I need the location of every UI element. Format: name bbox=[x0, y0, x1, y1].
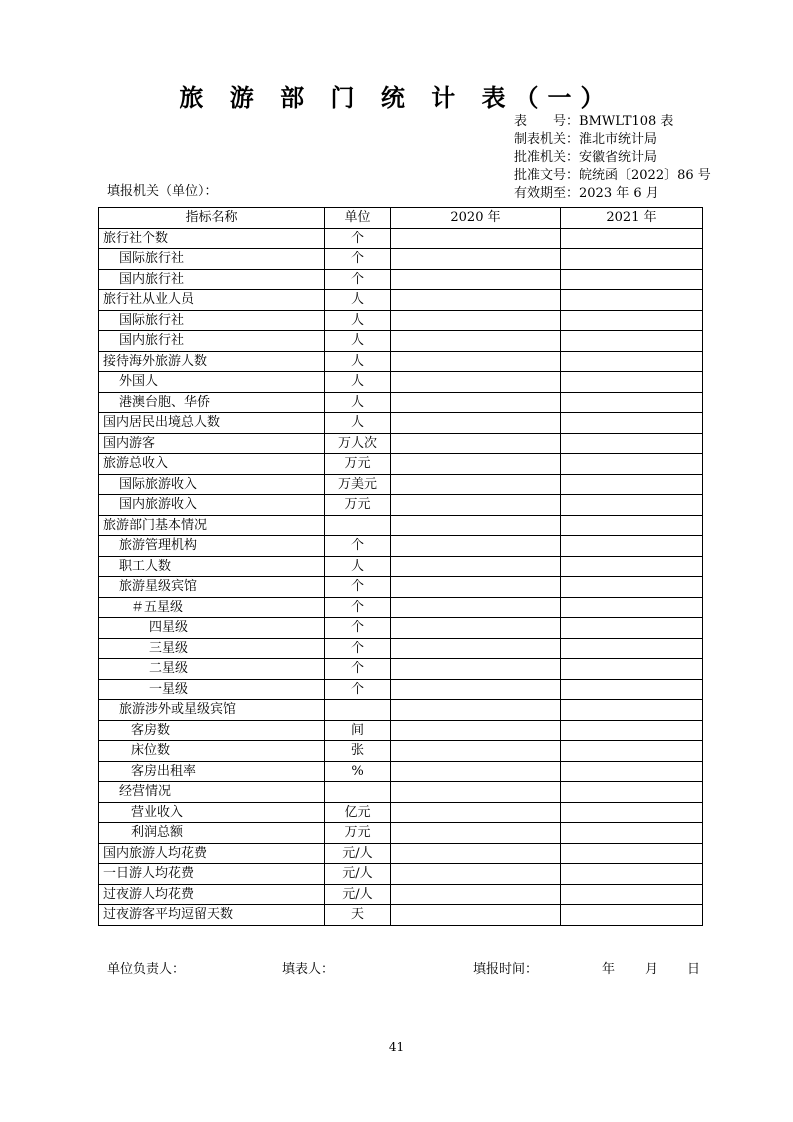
table-row bbox=[99, 720, 703, 741]
value-2021-cell[interactable] bbox=[561, 515, 703, 536]
unit-cell: 个 bbox=[325, 618, 391, 639]
unit-cell: 人 bbox=[325, 290, 391, 311]
indicator-name-cell: 旅游星级宾馆 bbox=[99, 577, 325, 598]
value-2020-cell[interactable] bbox=[391, 741, 561, 762]
value-2021-cell[interactable] bbox=[561, 228, 703, 249]
table-row bbox=[99, 228, 703, 249]
value-2020-cell[interactable] bbox=[391, 228, 561, 249]
value-2020-cell[interactable] bbox=[391, 372, 561, 393]
table-row bbox=[99, 269, 703, 290]
value-2021-cell[interactable] bbox=[561, 659, 703, 680]
value-2021-cell[interactable] bbox=[561, 331, 703, 352]
table-row bbox=[99, 823, 703, 844]
page-number: 41 bbox=[388, 1040, 405, 1054]
value-2020-cell[interactable] bbox=[391, 495, 561, 516]
unit-cell: 万人次 bbox=[325, 433, 391, 454]
meta-value: 皖统函〔2022〕86 号 bbox=[579, 168, 711, 183]
header-indicator-name: 指标名称 bbox=[99, 208, 325, 229]
unit-cell: 万元 bbox=[325, 495, 391, 516]
value-2021-cell[interactable] bbox=[561, 638, 703, 659]
meta-value: 安徽省统计局 bbox=[579, 150, 658, 165]
value-2021-cell[interactable] bbox=[561, 495, 703, 516]
table-row bbox=[99, 413, 703, 434]
table-row bbox=[99, 884, 703, 905]
indicator-name-cell: 国际旅行社 bbox=[99, 249, 325, 270]
value-2020-cell[interactable] bbox=[391, 905, 561, 926]
table-row bbox=[99, 843, 703, 864]
indicator-name-cell: 国内旅行社 bbox=[99, 331, 325, 352]
value-2021-cell[interactable] bbox=[561, 720, 703, 741]
value-2020-cell[interactable] bbox=[391, 269, 561, 290]
value-2020-cell[interactable] bbox=[391, 290, 561, 311]
value-2020-cell[interactable] bbox=[391, 556, 561, 577]
table-row bbox=[99, 597, 703, 618]
meta-row bbox=[514, 149, 711, 167]
unit-cell: 个 bbox=[325, 228, 391, 249]
table-row bbox=[99, 782, 703, 803]
meta-label: 批准机关： bbox=[514, 150, 580, 165]
meta-row bbox=[514, 131, 711, 149]
value-2021-cell[interactable] bbox=[561, 249, 703, 270]
value-2021-cell[interactable] bbox=[561, 905, 703, 926]
unit-cell: 人 bbox=[325, 351, 391, 372]
value-2020-cell[interactable] bbox=[391, 249, 561, 270]
value-2020-cell[interactable] bbox=[391, 700, 561, 721]
statistics-table bbox=[98, 207, 703, 926]
value-2021-cell[interactable] bbox=[561, 843, 703, 864]
indicator-name-cell: 客房出租率 bbox=[99, 761, 325, 782]
meta-label: 有效期至： bbox=[514, 186, 580, 201]
table-row bbox=[99, 310, 703, 331]
indicator-name-cell: 国际旅游收入 bbox=[99, 474, 325, 495]
value-2020-cell[interactable] bbox=[391, 331, 561, 352]
table-header-row bbox=[99, 208, 703, 229]
value-2020-cell[interactable] bbox=[391, 413, 561, 434]
value-2020-cell[interactable] bbox=[391, 761, 561, 782]
header-unit: 单位 bbox=[325, 208, 391, 229]
indicator-name-cell: 国际旅行社 bbox=[99, 310, 325, 331]
reporting-unit-label: 填报机关（单位）： bbox=[107, 184, 218, 199]
table-row bbox=[99, 331, 703, 352]
fill-month-label: 月 bbox=[645, 962, 659, 977]
indicator-name-cell: 国内旅游收入 bbox=[99, 495, 325, 516]
indicator-name-cell: 接待海外旅游人数 bbox=[99, 351, 325, 372]
table-row bbox=[99, 741, 703, 762]
fill-time-label: 填报时间： bbox=[473, 962, 539, 977]
value-2021-cell[interactable] bbox=[561, 618, 703, 639]
value-2021-cell[interactable] bbox=[561, 700, 703, 721]
indicator-name-cell: 床位数 bbox=[99, 741, 325, 762]
meta-label: 批准文号： bbox=[514, 168, 580, 183]
indicator-name-cell: 过夜游客平均逗留天数 bbox=[99, 905, 325, 926]
indicator-name-cell: 一日游人均花费 bbox=[99, 864, 325, 885]
value-2020-cell[interactable] bbox=[391, 536, 561, 557]
table-row bbox=[99, 249, 703, 270]
unit-cell: 万美元 bbox=[325, 474, 391, 495]
value-2020-cell[interactable] bbox=[391, 864, 561, 885]
indicator-name-cell: 营业收入 bbox=[99, 802, 325, 823]
unit-cell bbox=[325, 782, 391, 803]
fill-day-label: 日 bbox=[687, 962, 701, 977]
unit-cell: 人 bbox=[325, 331, 391, 352]
unit-cell: % bbox=[325, 761, 391, 782]
value-2021-cell[interactable] bbox=[561, 761, 703, 782]
unit-cell: 人 bbox=[325, 556, 391, 577]
value-2021-cell[interactable] bbox=[561, 413, 703, 434]
table-row bbox=[99, 679, 703, 700]
value-2021-cell[interactable] bbox=[561, 884, 703, 905]
table-row bbox=[99, 290, 703, 311]
value-2021-cell[interactable] bbox=[561, 392, 703, 413]
indicator-name-cell: 客房数 bbox=[99, 720, 325, 741]
value-2020-cell[interactable] bbox=[391, 823, 561, 844]
unit-cell: 万元 bbox=[325, 823, 391, 844]
value-2020-cell[interactable] bbox=[391, 884, 561, 905]
value-2020-cell[interactable] bbox=[391, 597, 561, 618]
fill-year-label: 年 bbox=[602, 962, 616, 977]
indicator-name-cell: 四星级 bbox=[99, 618, 325, 639]
value-2020-cell[interactable] bbox=[391, 392, 561, 413]
unit-cell: 个 bbox=[325, 679, 391, 700]
value-2021-cell[interactable] bbox=[561, 802, 703, 823]
indicator-name-cell: 一星级 bbox=[99, 679, 325, 700]
value-2020-cell[interactable] bbox=[391, 474, 561, 495]
table-row bbox=[99, 864, 703, 885]
value-2021-cell[interactable] bbox=[561, 290, 703, 311]
value-2020-cell[interactable] bbox=[391, 782, 561, 803]
unit-cell: 人 bbox=[325, 372, 391, 393]
unit-cell: 天 bbox=[325, 905, 391, 926]
value-2021-cell[interactable] bbox=[561, 577, 703, 598]
table-row bbox=[99, 700, 703, 721]
unit-cell: 个 bbox=[325, 577, 391, 598]
value-2020-cell[interactable] bbox=[391, 454, 561, 475]
indicator-name-cell: 经营情况 bbox=[99, 782, 325, 803]
indicator-name-cell: 港澳台胞、华侨 bbox=[99, 392, 325, 413]
indicator-name-cell: 国内旅行社 bbox=[99, 269, 325, 290]
value-2020-cell[interactable] bbox=[391, 618, 561, 639]
value-2021-cell[interactable] bbox=[561, 556, 703, 577]
page-title: 旅 游 部 门 统 计 表（一） bbox=[179, 83, 614, 112]
table-row bbox=[99, 556, 703, 577]
value-2021-cell[interactable] bbox=[561, 351, 703, 372]
unit-cell: 人 bbox=[325, 392, 391, 413]
indicator-name-cell: 过夜游人均花费 bbox=[99, 884, 325, 905]
table-row bbox=[99, 351, 703, 372]
meta-row bbox=[514, 113, 711, 131]
meta-value: BMWLT108 表 bbox=[579, 114, 674, 129]
table-row bbox=[99, 905, 703, 926]
value-2021-cell[interactable] bbox=[561, 741, 703, 762]
unit-cell: 个 bbox=[325, 659, 391, 680]
header-year-2021: 2021 年 bbox=[561, 208, 703, 229]
indicator-name-cell: 三星级 bbox=[99, 638, 325, 659]
unit-cell: 张 bbox=[325, 741, 391, 762]
value-2020-cell[interactable] bbox=[391, 310, 561, 331]
indicator-name-cell: 国内旅游人均花费 bbox=[99, 843, 325, 864]
value-2020-cell[interactable] bbox=[391, 679, 561, 700]
value-2020-cell[interactable] bbox=[391, 659, 561, 680]
indicator-name-cell: 旅行社个数 bbox=[99, 228, 325, 249]
unit-cell: 个 bbox=[325, 638, 391, 659]
unit-cell: 元/人 bbox=[325, 864, 391, 885]
table-row bbox=[99, 638, 703, 659]
indicator-name-cell: 旅游总收入 bbox=[99, 454, 325, 475]
value-2021-cell[interactable] bbox=[561, 823, 703, 844]
unit-cell: 个 bbox=[325, 597, 391, 618]
meta-label: 表 号： bbox=[514, 114, 580, 129]
table-row bbox=[99, 536, 703, 557]
unit-cell: 个 bbox=[325, 249, 391, 270]
unit-cell: 个 bbox=[325, 269, 391, 290]
value-2020-cell[interactable] bbox=[391, 802, 561, 823]
indicator-name-cell: 旅游管理机构 bbox=[99, 536, 325, 557]
table-row bbox=[99, 659, 703, 680]
form-filler-signature-label: 填表人： bbox=[282, 962, 335, 977]
indicator-name-cell: 国内游客 bbox=[99, 433, 325, 454]
value-2020-cell[interactable] bbox=[391, 515, 561, 536]
table-row bbox=[99, 372, 703, 393]
indicator-name-cell: 二星级 bbox=[99, 659, 325, 680]
table-row bbox=[99, 454, 703, 475]
unit-cell: 人 bbox=[325, 310, 391, 331]
value-2020-cell[interactable] bbox=[391, 843, 561, 864]
value-2021-cell[interactable] bbox=[561, 536, 703, 557]
value-2020-cell[interactable] bbox=[391, 433, 561, 454]
indicator-name-cell: 旅游部门基本情况 bbox=[99, 515, 325, 536]
indicator-name-cell: 职工人数 bbox=[99, 556, 325, 577]
header-year-2020: 2020 年 bbox=[391, 208, 561, 229]
unit-cell: 个 bbox=[325, 536, 391, 557]
table-row bbox=[99, 761, 703, 782]
meta-value: 2023 年 6 月 bbox=[579, 186, 659, 201]
unit-cell: 元/人 bbox=[325, 843, 391, 864]
value-2021-cell[interactable] bbox=[561, 864, 703, 885]
unit-cell bbox=[325, 700, 391, 721]
value-2021-cell[interactable] bbox=[561, 597, 703, 618]
table-row bbox=[99, 577, 703, 598]
value-2021-cell[interactable] bbox=[561, 679, 703, 700]
unit-cell bbox=[325, 515, 391, 536]
meta-row bbox=[514, 185, 711, 203]
indicator-name-cell: ＃五星级 bbox=[99, 597, 325, 618]
unit-cell: 人 bbox=[325, 413, 391, 434]
value-2020-cell[interactable] bbox=[391, 720, 561, 741]
meta-row bbox=[514, 167, 711, 185]
unit-cell: 亿元 bbox=[325, 802, 391, 823]
indicator-name-cell: 外国人 bbox=[99, 372, 325, 393]
unit-cell: 元/人 bbox=[325, 884, 391, 905]
value-2021-cell[interactable] bbox=[561, 454, 703, 475]
table-row bbox=[99, 433, 703, 454]
table-row bbox=[99, 515, 703, 536]
meta-label: 制表机关： bbox=[514, 132, 580, 147]
table-row bbox=[99, 618, 703, 639]
value-2021-cell[interactable] bbox=[561, 433, 703, 454]
indicator-name-cell: 旅行社从业人员 bbox=[99, 290, 325, 311]
table-row bbox=[99, 495, 703, 516]
table-row bbox=[99, 802, 703, 823]
value-2021-cell[interactable] bbox=[561, 372, 703, 393]
value-2021-cell[interactable] bbox=[561, 269, 703, 290]
indicator-name-cell: 利润总额 bbox=[99, 823, 325, 844]
indicator-name-cell: 国内居民出境总人数 bbox=[99, 413, 325, 434]
value-2021-cell[interactable] bbox=[561, 310, 703, 331]
value-2021-cell[interactable] bbox=[561, 474, 703, 495]
table-row bbox=[99, 474, 703, 495]
value-2020-cell[interactable] bbox=[391, 577, 561, 598]
unit-cell: 间 bbox=[325, 720, 391, 741]
indicator-name-cell: 旅游涉外或星级宾馆 bbox=[99, 700, 325, 721]
table-row bbox=[99, 392, 703, 413]
meta-value: 淮北市统计局 bbox=[579, 132, 658, 147]
unit-cell: 万元 bbox=[325, 454, 391, 475]
form-meta-block bbox=[514, 113, 711, 203]
value-2021-cell[interactable] bbox=[561, 782, 703, 803]
leader-signature-label: 单位负责人： bbox=[107, 962, 186, 977]
value-2020-cell[interactable] bbox=[391, 638, 561, 659]
value-2020-cell[interactable] bbox=[391, 351, 561, 372]
